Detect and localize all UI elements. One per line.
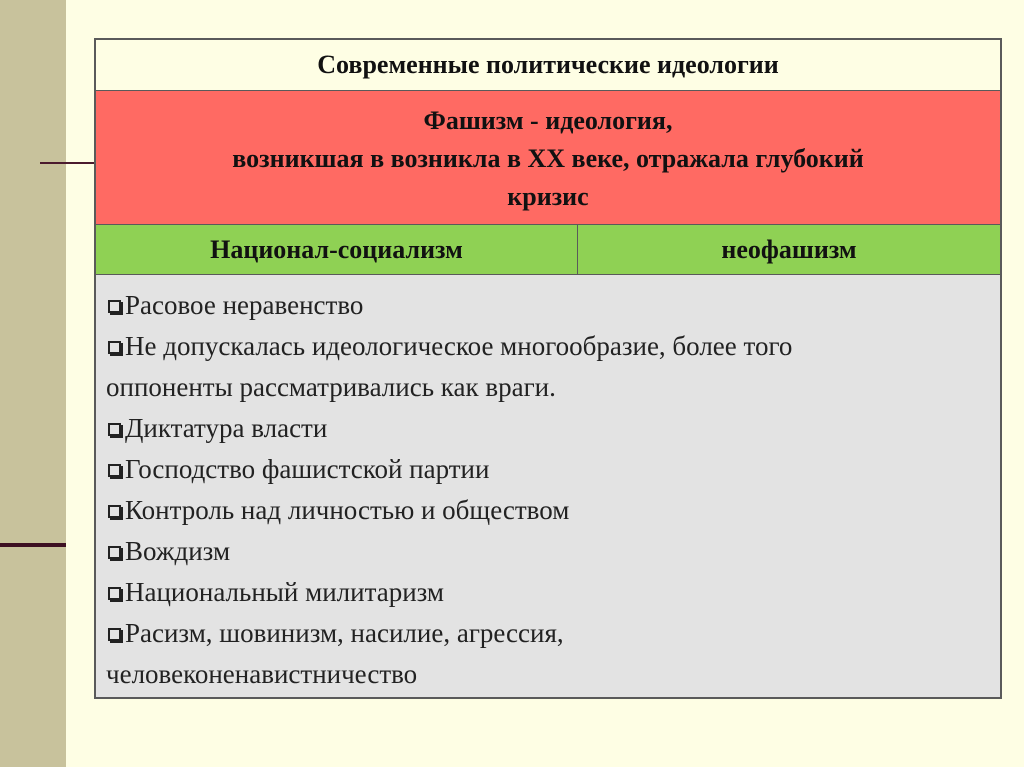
list-item-text: Не допускалась идеологическое многообразие, более того (125, 331, 793, 361)
accent-line-top (40, 162, 96, 164)
fascism-definition (96, 91, 1000, 225)
list-item (106, 613, 990, 654)
definition-line-1: Фашизм - идеология, (423, 105, 673, 135)
list-item-text: оппоненты рассматривались как враги. (106, 372, 556, 402)
checkbox-bullet-icon (108, 505, 121, 518)
list-item (106, 285, 990, 326)
list-item-continuation (106, 367, 990, 408)
list-item (106, 531, 990, 572)
column-headers (96, 225, 1000, 275)
column-neofascism: неофашизм (721, 234, 857, 264)
column-national-socialism: Национал-социализм (96, 225, 578, 274)
list-item-text: человеконенавистничество (106, 659, 418, 689)
list-item-text: Национальный милитаризм (125, 577, 445, 607)
checkbox-bullet-icon (108, 423, 121, 436)
list-item-text: Расовое неравенство (125, 290, 364, 320)
side-decor-bar (0, 0, 66, 767)
list-item (106, 572, 990, 613)
list-item (106, 326, 990, 367)
features-list (96, 275, 1000, 697)
accent-line-bottom (0, 543, 66, 547)
checkbox-bullet-icon (108, 546, 121, 559)
checkbox-bullet-icon (108, 300, 121, 313)
checkbox-bullet-icon (108, 628, 121, 641)
list-item (106, 408, 990, 449)
list-item-text: Диктатура власти (125, 413, 328, 443)
list-item-text: Вождизм (125, 536, 231, 566)
list-item (106, 449, 990, 490)
definition-line-2: возникшая в возникла в XX веке, отражала глубокий (232, 143, 864, 173)
list-item-text: Контроль над личностью и обществом (125, 495, 570, 525)
list-item-text: Расизм, шовинизм, насилие, агрессия, (125, 618, 564, 648)
ideology-table (94, 38, 1002, 699)
checkbox-bullet-icon (108, 464, 121, 477)
checkbox-bullet-icon (108, 341, 121, 354)
list-item (106, 490, 990, 531)
list-item-text: Господство фашистской партии (125, 454, 490, 484)
table-title: Современные политические идеологии (96, 40, 1000, 91)
checkbox-bullet-icon (108, 587, 121, 600)
list-item-continuation (106, 654, 990, 695)
definition-line-3: кризис (507, 181, 589, 211)
